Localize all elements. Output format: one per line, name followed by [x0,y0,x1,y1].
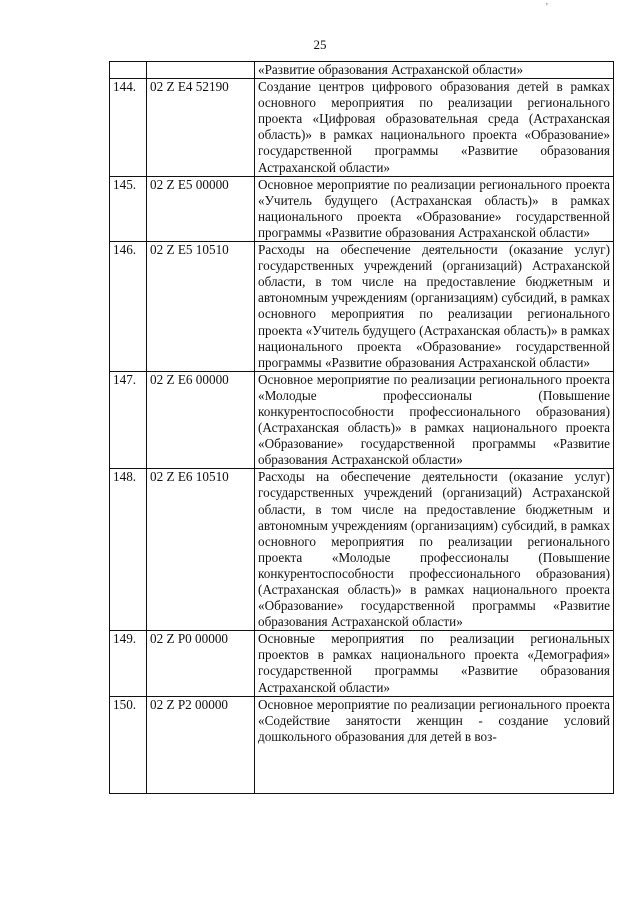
table-row [110,631,614,696]
row-code: 02 Z E6 10510 [147,469,255,631]
row-description: Основное мероприятие по реализации регионального проекта «Молодые профессионалы (Повышение конкурентоспособности профессионального образования) (Астраханская область)» в рамках национального проекта «Образование» государственной программы «Развитие образования Астраханской области» [255,371,614,469]
page-number: 25 [313,37,327,52]
table-row [110,469,614,631]
row-code: 02 Z P0 00000 [147,631,255,696]
table-row [110,242,614,372]
row-code: 02 Z E6 00000 [147,371,255,469]
row-description: Расходы на обеспечение деятельности (оказание услуг) государственных учреждений (организаций) Астраханской области, в том числе на предоставление бюджетным и автономным учреждениям (организациям) субсидий, в рамках основного мероприятия по реализации регионального проекта «Учитель будущего (Астраханская область)» в рамках национального проекта «Образование» государственной программы «Развитие образования Астраханской области» [255,242,614,372]
row-code [147,62,255,79]
row-description: Расходы на обеспечение деятельности (оказание услуг) государственных учреждений (организаций) Астраханской области, в том числе на предоставление бюджетным и автономным учреждениям (организациям) субсидий, в рамках основного мероприятия по реализации регионального проекта «Молодые профессионалы (Повышение конкурентоспособности профессионального образования) (Астраханская область)» в рамках национального проекта «Образование» государственной программы «Развитие образования Астраханской области» [255,469,614,631]
table-row [110,79,614,177]
corner-mark: ' [546,2,548,13]
table-row [110,176,614,241]
row-code: 02 Z E4 52190 [147,79,255,177]
row-description: Создание центров цифрового образования детей в рамках основного мероприятия по реализации регионального проекта «Цифровая образовательная среда (Астраханская область)» в рамках национального проекта «Образование» государственной программы «Развитие образования Астраханской области» [255,79,614,177]
row-number: 147. [110,371,147,469]
row-number: 145. [110,176,147,241]
row-number: 146. [110,242,147,372]
row-number: 150. [110,696,147,793]
row-number [110,62,147,79]
row-description: Основное мероприятие по реализации регионального проекта «Учитель будущего (Астраханская область)» в рамках национального проекта «Образование» государственной программы «Развитие образования Астраханской области» [255,176,614,241]
table-row [110,696,614,793]
row-description: Основные мероприятия по реализации региональных проектов в рамках национального проекта «Демография» государственной программы «Развитие образования Астраханской области» [255,631,614,696]
row-code: 02 Z P2 00000 [147,696,255,793]
table-row [110,62,614,79]
budget-classification-table [109,61,614,794]
row-code: 02 Z E5 10510 [147,242,255,372]
row-number: 148. [110,469,147,631]
table-row [110,371,614,469]
row-description: «Развитие образования Астраханской области» [255,62,614,79]
row-description: Основное мероприятие по реализации регионального проекта «Содействие занятости женщин - создание условий дошкольного образования для детей в воз- [255,696,614,793]
row-number: 144. [110,79,147,177]
row-number: 149. [110,631,147,696]
row-code: 02 Z E5 00000 [147,176,255,241]
